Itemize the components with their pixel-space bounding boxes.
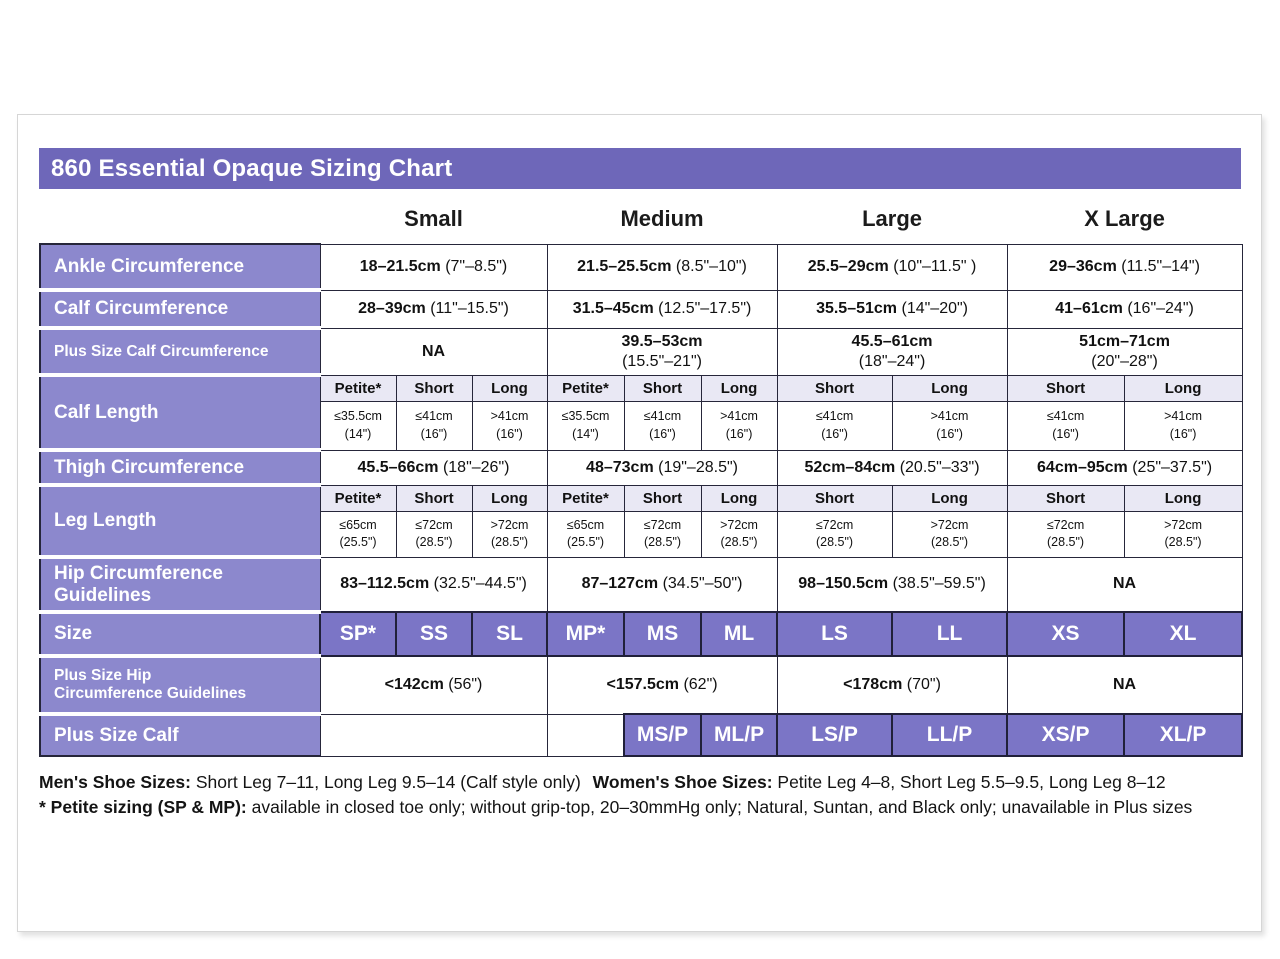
value-inches: (8.5"–10")	[675, 258, 747, 275]
size-cell-llp: LL/P	[892, 714, 1007, 756]
value-inches: (11"–15.5")	[430, 300, 509, 317]
subheader-leg-large-short: Short	[777, 485, 892, 511]
value-inches: (25"–37.5")	[1132, 458, 1213, 476]
cell-thigh-small	[320, 450, 547, 485]
cell-thigh-xlarge	[1007, 450, 1242, 485]
size-cell-ms: MS	[624, 612, 701, 656]
subheader-calf-large-long: Long	[892, 375, 1007, 401]
sizing-chart-card	[17, 114, 1262, 932]
subheader-calf-small-short: Short	[396, 375, 472, 401]
row-label-plus-size-calf: Plus Size Calf	[40, 714, 320, 756]
subheader-leg-small-long: Long	[472, 485, 547, 511]
value-cm: ≤72cm	[1046, 517, 1085, 532]
value-cm: <142cm	[384, 676, 444, 694]
row-label-plus-size-calf-circumference: Plus Size Calf Circumference	[40, 328, 320, 375]
corner-cell	[40, 198, 320, 244]
cell-leg-length-medium-short	[624, 511, 701, 557]
value-cm: 87–127cm	[581, 575, 659, 593]
cell-hip-small	[320, 557, 547, 612]
value-cm: 18–21.5cm	[359, 258, 441, 275]
womens-shoe-sizes-label: Women's Shoe Sizes:	[592, 772, 773, 792]
value-cm: 21.5–25.5cm	[577, 258, 672, 275]
cell-hip-medium	[547, 557, 777, 612]
value-inches: (16")	[496, 426, 523, 441]
value-inches: (16")	[821, 426, 848, 441]
row-size	[40, 612, 1242, 656]
size-cell-xl: XL	[1124, 612, 1242, 656]
cell-leg-length-medium-petite	[547, 511, 624, 557]
value-cm: 52cm–84cm	[804, 458, 896, 476]
mens-shoe-sizes-text: Short Leg 7–11, Long Leg 9.5–14 (Calf style only)	[195, 772, 581, 792]
subheader-leg-xlarge-long: Long	[1124, 485, 1242, 511]
value-inches: (16")	[649, 426, 676, 441]
value-inches: (14"–20")	[901, 300, 968, 317]
value-inches: (28.5")	[490, 535, 529, 549]
column-header-large: Large	[862, 205, 922, 231]
cell-plus-hip-small	[320, 656, 547, 714]
value-inches: (32.5"–44.5")	[433, 575, 527, 593]
value-cm: 25.5–29cm	[807, 258, 889, 275]
size-cell-mlp: ML/P	[701, 714, 777, 756]
cell-hip-xlarge	[1007, 557, 1242, 612]
value-cm: >41cm	[490, 409, 529, 423]
cell-plus-hip-large	[777, 656, 1007, 714]
value-inches: (28.5")	[415, 535, 453, 549]
cell-plus-calf-circ-medium	[547, 328, 777, 375]
subheader-calf-small-petite: Petite*	[320, 375, 396, 401]
value-cm: 31.5–45cm	[572, 300, 654, 317]
subheader-leg-medium-long: Long	[701, 485, 777, 511]
value-cm: 35.5–51cm	[816, 300, 898, 317]
value-cm: 98–150.5cm	[798, 575, 889, 593]
value-cm: 28–39cm	[358, 300, 426, 317]
value-inches: (15.5"–21")	[622, 352, 702, 370]
value-cm: >41cm	[720, 409, 758, 423]
value-inches: (28.5")	[1047, 535, 1085, 549]
cell-plus-calf-circ-large	[777, 328, 1007, 375]
column-header-xlarge: X Large	[1084, 205, 1165, 231]
cell-leg-length-xlarge-short	[1007, 511, 1124, 557]
row-label-leg-length: Leg Length	[40, 485, 320, 557]
value-inches: (12.5"–17.5")	[658, 300, 752, 317]
cell-calf-length-xlarge-long	[1124, 401, 1242, 450]
subheader-calf-xlarge-short: Short	[1007, 375, 1124, 401]
value-inches: (18"–26")	[442, 458, 510, 476]
cell-thigh-medium	[547, 450, 777, 485]
row-label-ankle-circumference: Ankle Circumference	[40, 244, 320, 290]
value-inches: (28.5")	[930, 535, 969, 549]
value-inches: (28.5")	[643, 535, 682, 549]
value-cm: 83–112.5cm	[340, 575, 430, 593]
petite-sizing-text: available in closed toe only; without grip-top, 20–30mmHg only; Natural, Suntan, and Black only; unavailable in Plus sizes	[251, 797, 1193, 818]
value-cm: ≤41cm	[815, 409, 854, 423]
cell-calf-small	[320, 290, 547, 328]
row-plus-size-calf	[40, 714, 1242, 756]
value-cm: >41cm	[1164, 409, 1202, 423]
value-inches: (14")	[572, 426, 599, 441]
value-cm: ≤41cm	[1046, 409, 1085, 423]
value-cm: >72cm	[930, 517, 969, 532]
cell-leg-length-large-long	[892, 511, 1007, 557]
cell-calf-xlarge	[1007, 290, 1242, 328]
cell-calf-length-xlarge-short	[1007, 401, 1124, 450]
size-cell-ss: SS	[396, 612, 472, 656]
petite-sizing-label: * Petite sizing (SP & MP):	[39, 797, 247, 818]
value-inches: (28.5")	[1164, 535, 1202, 549]
row-hip-circumference-guidelines	[40, 557, 1242, 612]
cell-calf-length-large-long	[892, 401, 1007, 450]
size-cell-xsp: XS/P	[1007, 714, 1124, 756]
row-calf-circumference	[40, 290, 1242, 328]
value-inches: (62")	[683, 676, 718, 693]
cell-calf-length-small-long	[472, 401, 547, 450]
subheader-calf-xlarge-long: Long	[1124, 375, 1242, 401]
womens-shoe-sizes-text: Petite Leg 4–8, Short Leg 5.5–9.5, Long Leg 8–12	[777, 772, 1166, 792]
size-cell-ll: LL	[892, 612, 1007, 656]
value-inches: (38.5"–59.5")	[892, 575, 986, 593]
chart-title: 860 Essential Opaque Sizing Chart	[51, 155, 453, 182]
label-line: Guidelines	[54, 584, 152, 606]
size-cell-mp: MP*	[547, 612, 624, 656]
cell-calf-length-large-short	[777, 401, 892, 450]
cell-thigh-large	[777, 450, 1007, 485]
cell-calf-length-small-short	[396, 401, 472, 450]
value-inches: (16")	[420, 426, 448, 441]
subheader-leg-xlarge-short: Short	[1007, 485, 1124, 511]
cell-leg-length-xlarge-long	[1124, 511, 1242, 557]
chart-title-bar	[39, 148, 1241, 189]
value-inches: (20.5"–33")	[899, 458, 980, 476]
cell-plus-calf-medium-petite-empty	[547, 714, 624, 756]
row-plus-size-hip-circumference-guidelines	[40, 656, 1242, 714]
value-cm: ≤41cm	[415, 409, 453, 423]
value-cm: 41–61cm	[1055, 300, 1123, 317]
sizing-table	[39, 198, 1243, 757]
cell-calf-length-medium-long	[701, 401, 777, 450]
size-cell-xlp: XL/P	[1124, 714, 1242, 756]
row-thigh-circumference	[40, 450, 1242, 485]
subheader-calf-small-long: Long	[472, 375, 547, 401]
value-cm: ≤72cm	[643, 517, 682, 532]
cell-calf-length-small-petite	[320, 401, 396, 450]
cell-leg-length-small-long	[472, 511, 547, 557]
label-line: Hip Circumference	[54, 562, 223, 584]
subheader-leg-small-petite: Petite*	[320, 485, 396, 511]
value-cm: <157.5cm	[606, 676, 679, 693]
label-line: Plus Size Hip	[54, 667, 152, 685]
cell-plus-hip-medium	[547, 656, 777, 714]
value-cm: 48–73cm	[586, 458, 654, 476]
subheader-leg-medium-petite: Petite*	[547, 485, 624, 511]
value-inches: (11.5"–14")	[1121, 258, 1200, 275]
value-cm: ≤72cm	[815, 517, 854, 532]
subheader-leg-small-short: Short	[396, 485, 472, 511]
cell-calf-length-medium-short	[624, 401, 701, 450]
value-cm: >72cm	[720, 517, 758, 532]
row-label-thigh-circumference: Thigh Circumference	[40, 450, 320, 485]
value-inches: (18"–24")	[858, 352, 926, 370]
value-cm: ≤41cm	[643, 409, 682, 423]
size-cell-lsp: LS/P	[777, 714, 892, 756]
value-inches: (34.5"–50")	[662, 575, 743, 593]
value-cm: 29–36cm	[1049, 258, 1117, 275]
column-header-row	[40, 198, 1242, 244]
value-cm: 45.5–61cm	[851, 332, 933, 350]
value-cm: 39.5–53cm	[621, 332, 703, 350]
value-inches: (16"–24")	[1127, 300, 1194, 317]
shoe-sizes-note	[39, 770, 1241, 795]
value-cm: ≤35.5cm	[334, 409, 382, 423]
row-label-size: Size	[40, 612, 320, 656]
cell-calf-large	[777, 290, 1007, 328]
mens-shoe-sizes-label: Men's Shoe Sizes:	[39, 772, 191, 792]
row-calf-length-subheader	[40, 375, 1242, 401]
subheader-leg-large-long: Long	[892, 485, 1007, 511]
cell-plus-calf-circ-xlarge	[1007, 328, 1242, 375]
cell-ankle-large	[777, 244, 1007, 290]
subheader-leg-medium-short: Short	[624, 485, 701, 511]
row-label-plus-size-hip	[40, 656, 320, 714]
value-cm: ≤65cm	[339, 517, 377, 532]
size-cell-sl: SL	[472, 612, 547, 656]
value-cm: ≤65cm	[566, 517, 605, 532]
value-cm: ≤72cm	[415, 517, 453, 532]
value-inches: (14")	[344, 426, 372, 441]
value-cm: ≤35.5cm	[561, 409, 610, 423]
label-line: Circumference Guidelines	[54, 685, 247, 702]
value-inches: (19"–28.5")	[658, 458, 738, 476]
size-cell-xs: XS	[1007, 612, 1124, 656]
footnotes	[39, 770, 1241, 821]
row-label-calf-circumference: Calf Circumference	[40, 290, 320, 328]
value-inches: (20"–28")	[1091, 352, 1158, 370]
value-inches: (16")	[725, 426, 753, 441]
value-cm: 45.5–66cm	[357, 458, 439, 476]
value-na: NA	[1113, 676, 1137, 693]
row-label-hip-circumference-guidelines	[40, 557, 320, 612]
cell-leg-length-small-short	[396, 511, 472, 557]
value-na: NA	[1113, 575, 1137, 593]
value-na: NA	[421, 342, 446, 360]
size-cell-sp: SP*	[320, 612, 396, 656]
value-cm: <178cm	[843, 676, 903, 693]
size-cell-msp: MS/P	[624, 714, 701, 756]
subheader-calf-large-short: Short	[777, 375, 892, 401]
value-inches: (7"–8.5")	[445, 258, 508, 275]
value-inches: (56")	[448, 676, 483, 694]
cell-plus-calf-small-empty	[320, 714, 547, 756]
subheader-calf-medium-petite: Petite*	[547, 375, 624, 401]
value-cm: >72cm	[490, 517, 529, 532]
value-inches: (10"–11.5" )	[893, 258, 977, 275]
value-inches: (28.5")	[815, 535, 854, 549]
cell-leg-length-small-petite	[320, 511, 396, 557]
petite-sizing-note	[39, 795, 1241, 820]
cell-ankle-medium	[547, 244, 777, 290]
value-inches: (16")	[1052, 426, 1079, 441]
value-cm: >41cm	[930, 409, 969, 423]
row-plus-size-calf-circumference	[40, 328, 1242, 375]
value-inches: (28.5")	[720, 535, 758, 549]
cell-leg-length-large-short	[777, 511, 892, 557]
value-inches: (25.5")	[566, 535, 605, 549]
value-cm: >72cm	[1164, 517, 1202, 532]
cell-plus-calf-circ-small	[320, 328, 547, 375]
row-ankle-circumference	[40, 244, 1242, 290]
column-header-medium: Medium	[620, 205, 704, 231]
cell-leg-length-medium-long	[701, 511, 777, 557]
value-inches: (25.5")	[339, 535, 377, 549]
column-header-small: Small	[404, 205, 463, 231]
row-label-calf-length: Calf Length	[40, 375, 320, 450]
cell-ankle-small	[320, 244, 547, 290]
value-inches: (16")	[1169, 426, 1197, 441]
size-cell-ml: ML	[701, 612, 777, 656]
value-inches: (16")	[936, 426, 963, 441]
size-cell-ls: LS	[777, 612, 892, 656]
value-cm: 64cm–95cm	[1037, 458, 1128, 476]
cell-calf-length-medium-petite	[547, 401, 624, 450]
subheader-calf-medium-long: Long	[701, 375, 777, 401]
cell-calf-medium	[547, 290, 777, 328]
value-inches: (70")	[906, 676, 941, 693]
subheader-calf-medium-short: Short	[624, 375, 701, 401]
cell-plus-hip-xlarge	[1007, 656, 1242, 714]
value-cm: 51cm–71cm	[1079, 332, 1170, 350]
cell-hip-large	[777, 557, 1007, 612]
cell-ankle-xlarge	[1007, 244, 1242, 290]
row-leg-length-subheader	[40, 485, 1242, 511]
